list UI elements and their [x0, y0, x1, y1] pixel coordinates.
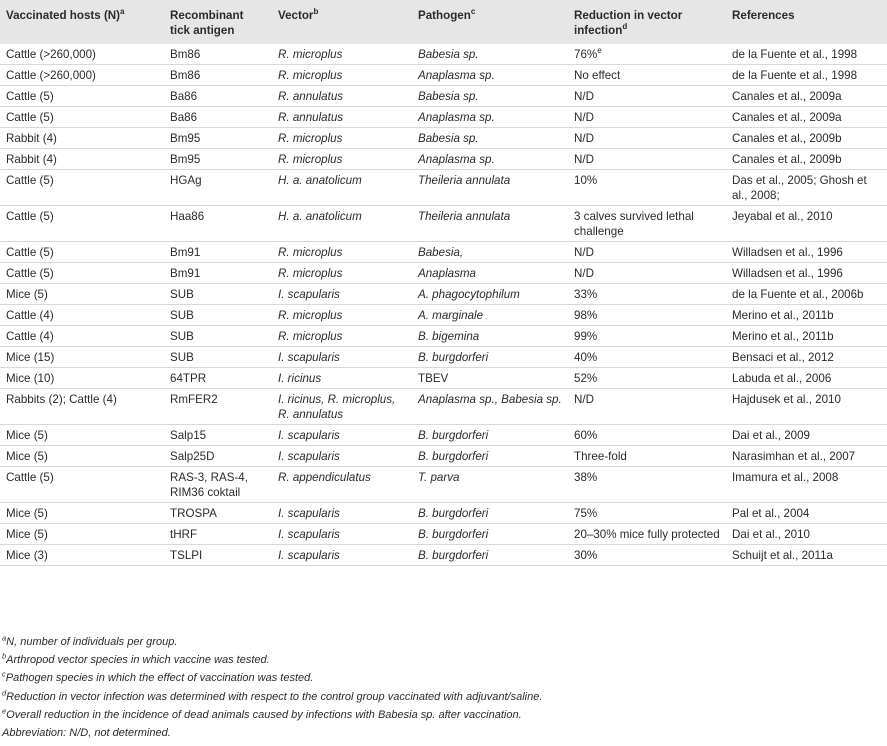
- cell-hosts: Mice (5): [0, 503, 164, 524]
- cell-references: Willadsen et al., 1996: [726, 263, 887, 284]
- cell-vector: R. appendiculatus: [272, 467, 412, 503]
- cell-references: Willadsen et al., 1996: [726, 242, 887, 263]
- cell-pathogen: B. burgdorferi: [412, 425, 568, 446]
- cell-reduction: 40%: [568, 347, 726, 368]
- cell-vector: I. scapularis: [272, 425, 412, 446]
- table-row: [0, 467, 887, 503]
- table-row: [0, 128, 887, 149]
- cell-pathogen: Anaplasma: [412, 263, 568, 284]
- cell-references: Bensaci et al., 2012: [726, 347, 887, 368]
- cell-reduction: 60%: [568, 425, 726, 446]
- cell-pathogen: B. burgdorferi: [412, 503, 568, 524]
- cell-reduction: N/D: [568, 389, 726, 425]
- cell-hosts: Cattle (5): [0, 170, 164, 206]
- cell-references: de la Fuente et al., 1998: [726, 65, 887, 86]
- cell-reduction: N/D: [568, 263, 726, 284]
- cell-antigen: Salp15: [164, 425, 272, 446]
- cell-antigen: Bm95: [164, 128, 272, 149]
- cell-references: Labuda et al., 2006: [726, 368, 887, 389]
- cell-vector: I. scapularis: [272, 545, 412, 566]
- cell-pathogen: A. phagocytophilum: [412, 284, 568, 305]
- table-row: [0, 170, 887, 206]
- cell-antigen: Bm86: [164, 65, 272, 86]
- cell-pathogen: Theileria annulata: [412, 170, 568, 206]
- cell-reduction: 76%$^e$: [568, 44, 726, 65]
- cell-antigen: Bm91: [164, 263, 272, 284]
- cell-hosts: Cattle (5): [0, 107, 164, 128]
- cell-vector: R. microplus: [272, 65, 412, 86]
- cell-antigen: Salp25D: [164, 446, 272, 467]
- table-header-row: [0, 0, 887, 44]
- cell-references: de la Fuente et al., 2006b: [726, 284, 887, 305]
- cell-hosts: Mice (5): [0, 284, 164, 305]
- cell-vector: R. microplus: [272, 305, 412, 326]
- table-row: [0, 524, 887, 545]
- cell-pathogen: B. burgdorferi: [412, 545, 568, 566]
- cell-vector: R. microplus: [272, 263, 412, 284]
- cell-pathogen: B. burgdorferi: [412, 347, 568, 368]
- cell-reduction: 3 calves survived lethal challenge: [568, 206, 726, 242]
- cell-hosts: Cattle (>260,000): [0, 65, 164, 86]
- table-row: [0, 389, 887, 425]
- cell-vector: I. scapularis: [272, 347, 412, 368]
- cell-vector: R. microplus: [272, 242, 412, 263]
- header-reduction: Reduction in vector infection$^d$: [574, 9, 683, 37]
- cell-hosts: Mice (3): [0, 545, 164, 566]
- table-row: [0, 65, 887, 86]
- table-row: [0, 305, 887, 326]
- cell-references: Dai et al., 2010: [726, 524, 887, 545]
- cell-vector: R. annulatus: [272, 86, 412, 107]
- cell-pathogen: Anaplasma sp.: [412, 149, 568, 170]
- table-row: [0, 263, 887, 284]
- cell-hosts: Rabbit (4): [0, 128, 164, 149]
- cell-vector: I. ricinus, R. microplus, R. annulatus: [272, 389, 412, 425]
- table-row: [0, 86, 887, 107]
- cell-references: Merino et al., 2011b: [726, 326, 887, 347]
- cell-reduction: N/D: [568, 149, 726, 170]
- table-row: [0, 242, 887, 263]
- cell-references: Dai et al., 2009: [726, 425, 887, 446]
- cell-pathogen: Anaplasma sp.: [412, 107, 568, 128]
- table-row: [0, 206, 887, 242]
- cell-antigen: 64TPR: [164, 368, 272, 389]
- cell-hosts: Cattle (4): [0, 305, 164, 326]
- cell-reduction: 98%: [568, 305, 726, 326]
- table-row: [0, 368, 887, 389]
- cell-references: Canales et al., 2009b: [726, 128, 887, 149]
- cell-reduction: 30%: [568, 545, 726, 566]
- cell-reduction: Three-fold: [568, 446, 726, 467]
- cell-antigen: RmFER2: [164, 389, 272, 425]
- cell-antigen: TSLPI: [164, 545, 272, 566]
- header-vector: Vector$^b$: [278, 7, 319, 22]
- cell-antigen: TROSPA: [164, 503, 272, 524]
- cell-vector: I. scapularis: [272, 284, 412, 305]
- cell-hosts: Mice (5): [0, 446, 164, 467]
- footnote: $^e$Overall reduction in the incidence of dead animals caused by infections with Babesia sp. after vaccination.: [2, 706, 522, 721]
- cell-pathogen: Babesia sp.: [412, 128, 568, 149]
- cell-pathogen: A. marginale: [412, 305, 568, 326]
- header-hosts: Vaccinated hosts $(N)^a$: [6, 7, 125, 22]
- table-row: [0, 107, 887, 128]
- cell-antigen: Ba86: [164, 107, 272, 128]
- cell-vector: R. microplus: [272, 128, 412, 149]
- footnote: Abbreviation: N/D, not determined.: [2, 727, 171, 740]
- cell-antigen: Bm91: [164, 242, 272, 263]
- cell-vector: R. annulatus: [272, 107, 412, 128]
- cell-vector: H. a. anatolicum: [272, 170, 412, 206]
- cell-references: Canales et al., 2009a: [726, 86, 887, 107]
- cell-hosts: Cattle (5): [0, 242, 164, 263]
- cell-antigen: SUB: [164, 305, 272, 326]
- cell-hosts: Mice (10): [0, 368, 164, 389]
- cell-pathogen: Anaplasma sp., Babesia sp.: [412, 389, 568, 425]
- footnote: $^b$Arthropod vector species in which vaccine was tested.: [2, 651, 270, 667]
- cell-antigen: HGAg: [164, 170, 272, 206]
- cell-hosts: Cattle (5): [0, 263, 164, 284]
- cell-antigen: tHRF: [164, 524, 272, 545]
- cell-reduction: 20–30% mice fully protected: [568, 524, 726, 545]
- header-antigen: Recombinant tick antigen: [170, 9, 244, 37]
- cell-references: Schuijt et al., 2011a: [726, 545, 887, 566]
- cell-references: de la Fuente et al., 1998: [726, 44, 887, 65]
- cell-references: Canales et al., 2009a: [726, 107, 887, 128]
- footnote: $^d$Reduction in vector infection was determined with respect to the control group vaccinated with adjuvant/saline.: [2, 687, 543, 703]
- table-row: [0, 545, 887, 566]
- cell-references: Canales et al., 2009b: [726, 149, 887, 170]
- cell-vector: R. microplus: [272, 44, 412, 65]
- cell-pathogen: B. burgdorferi: [412, 524, 568, 545]
- table-row: [0, 326, 887, 347]
- table-row: [0, 425, 887, 446]
- cell-hosts: Cattle (5): [0, 206, 164, 242]
- cell-reduction: N/D: [568, 128, 726, 149]
- table-row: [0, 44, 887, 65]
- cell-reduction: No effect: [568, 65, 726, 86]
- cell-reduction: 38%: [568, 467, 726, 503]
- table-row: [0, 284, 887, 305]
- cell-reduction: N/D: [568, 242, 726, 263]
- cell-vector: R. microplus: [272, 149, 412, 170]
- cell-references: Narasimhan et al., 2007: [726, 446, 887, 467]
- cell-antigen: RAS-3, RAS-4, RIM36 coktail: [164, 467, 272, 503]
- cell-reduction: 99%: [568, 326, 726, 347]
- cell-references: Das et al., 2005; Ghosh et al., 2008;: [726, 170, 887, 206]
- table-row: [0, 149, 887, 170]
- footnote: $^c$Pathogen species in which the effect of vaccination was tested.: [2, 669, 314, 685]
- cell-reduction: 75%: [568, 503, 726, 524]
- header-pathogen: Pathogen$^c$: [418, 7, 476, 22]
- cell-pathogen: Anaplasma sp.: [412, 65, 568, 86]
- cell-pathogen: Theileria annulata: [412, 206, 568, 242]
- footnote: $^a$N, number of individuals per group.: [2, 633, 178, 648]
- cell-vector: I. scapularis: [272, 503, 412, 524]
- cell-antigen: Ba86: [164, 86, 272, 107]
- cell-hosts: Mice (15): [0, 347, 164, 368]
- cell-pathogen: B. bigemina: [412, 326, 568, 347]
- table-body: [0, 44, 887, 566]
- cell-hosts: Mice (5): [0, 524, 164, 545]
- cell-reduction: N/D: [568, 107, 726, 128]
- cell-reduction: 10%: [568, 170, 726, 206]
- cell-references: Merino et al., 2011b: [726, 305, 887, 326]
- cell-antigen: SUB: [164, 326, 272, 347]
- cell-hosts: Cattle (5): [0, 467, 164, 503]
- cell-antigen: SUB: [164, 347, 272, 368]
- cell-pathogen: T. parva: [412, 467, 568, 503]
- cell-references: Jeyabal et al., 2010: [726, 206, 887, 242]
- cell-hosts: Rabbits (2); Cattle (4): [0, 389, 164, 425]
- cell-references: Pal et al., 2004: [726, 503, 887, 524]
- table-row: [0, 503, 887, 524]
- cell-reduction: 33%: [568, 284, 726, 305]
- cell-pathogen: Babesia sp.: [412, 44, 568, 65]
- cell-pathogen: Babesia sp.: [412, 86, 568, 107]
- cell-pathogen: TBEV: [412, 368, 568, 389]
- cell-antigen: Haa86: [164, 206, 272, 242]
- cell-hosts: Cattle (5): [0, 86, 164, 107]
- cell-pathogen: Babesia,: [412, 242, 568, 263]
- cell-hosts: Cattle (4): [0, 326, 164, 347]
- cell-reduction: 52%: [568, 368, 726, 389]
- cell-antigen: Bm95: [164, 149, 272, 170]
- cell-antigen: SUB: [164, 284, 272, 305]
- cell-vector: I. scapularis: [272, 446, 412, 467]
- header-references: References: [732, 9, 795, 22]
- cell-vector: H. a. anatolicum: [272, 206, 412, 242]
- cell-vector: I. scapularis: [272, 524, 412, 545]
- cell-antigen: Bm86: [164, 44, 272, 65]
- table-row: [0, 446, 887, 467]
- cell-vector: R. microplus: [272, 326, 412, 347]
- footnotes: [0, 633, 887, 742]
- cell-pathogen: B. burgdorferi: [412, 446, 568, 467]
- cell-hosts: Mice (5): [0, 425, 164, 446]
- cell-references: Imamura et al., 2008: [726, 467, 887, 503]
- cell-references: Hajdusek et al., 2010: [726, 389, 887, 425]
- cell-reduction: N/D: [568, 86, 726, 107]
- cell-vector: I. ricinus: [272, 368, 412, 389]
- table-row: [0, 347, 887, 368]
- cell-hosts: Cattle (>260,000): [0, 44, 164, 65]
- cell-hosts: Rabbit (4): [0, 149, 164, 170]
